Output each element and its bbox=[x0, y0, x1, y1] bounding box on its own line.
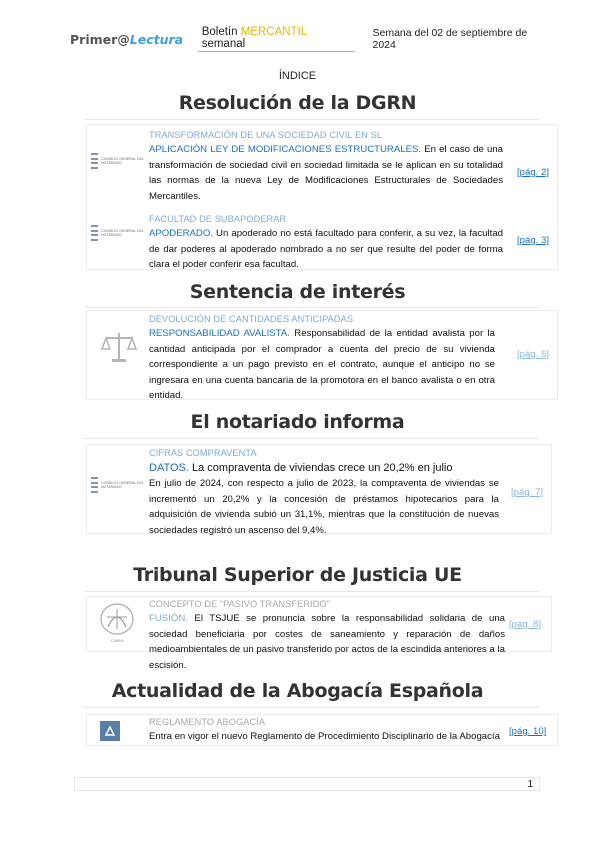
entry-sentencia bbox=[86, 310, 558, 400]
abogacia-mark-icon bbox=[104, 725, 116, 737]
logo-text: CONSEJO GENERAL DEL NOTARIADO bbox=[101, 229, 144, 237]
entry-category: REGLAMENTO ABOGACÍA bbox=[149, 717, 266, 727]
entry-text bbox=[149, 716, 509, 745]
page-link[interactable]: [pág. 10] bbox=[509, 726, 547, 737]
entry-headline: La compraventa de viviendas crece un 20,2% en julio bbox=[188, 462, 453, 474]
bulletin-prefix: Boletín bbox=[201, 26, 241, 38]
section-divider bbox=[84, 707, 539, 708]
entry-notariado bbox=[86, 444, 552, 534]
bulletin-title bbox=[198, 26, 355, 52]
notariado-mark-icon bbox=[91, 477, 98, 493]
bulletin-accent: MERCANTIL bbox=[240, 26, 307, 38]
entry-dgrn bbox=[86, 124, 558, 270]
page-link[interactable]: [pág. 2] bbox=[517, 167, 550, 178]
entry-keyword: FUSIÓN. bbox=[149, 613, 188, 624]
entry-text bbox=[149, 213, 503, 273]
entry-category: TRANSFORMACIÓN DE UNA SOCIEDAD CIVIL EN SL bbox=[149, 130, 383, 140]
entry-keyword: RESPONSABILIDAD AVALISTA. bbox=[149, 328, 290, 339]
abogacia-logo bbox=[100, 721, 120, 741]
page-number: 1 bbox=[527, 779, 533, 790]
entry-tsjue bbox=[86, 596, 552, 671]
logo-text: CURIA bbox=[110, 638, 124, 643]
section-title-sentencia: Sentencia de interés bbox=[189, 281, 406, 303]
week-label: Semana del 02 de septiembre de 2024 bbox=[372, 27, 528, 51]
entry-category: DEVOLUCIÓN DE CANTIDADES ANTICIPADAS bbox=[149, 314, 354, 324]
notariado-logo bbox=[91, 153, 147, 169]
entry-body: En el caso de una transformación de sociedad civil en sociedad limitada se le aplican en su totalidad las normas de la nueva Ley de Modificaciones Estructurales de Sociedades Mercantiles. bbox=[149, 144, 503, 202]
curia-logo bbox=[95, 601, 139, 643]
entry-category: CONCEPTO DE “PASIVO TRANSFERIDO” bbox=[149, 599, 330, 609]
notariado-logo bbox=[91, 477, 147, 493]
entry-category: CIFRAS COMPRAVENTA bbox=[149, 448, 257, 458]
entry-text bbox=[149, 313, 495, 404]
brand-logo bbox=[70, 32, 188, 47]
entry-abogacia bbox=[86, 714, 558, 746]
index-title: ÍNDICE bbox=[278, 70, 317, 82]
page-link[interactable]: [pág. 8] bbox=[509, 619, 542, 630]
section-divider bbox=[84, 307, 539, 308]
section-divider bbox=[84, 119, 539, 120]
section-title-notariado: El notariado informa bbox=[190, 411, 405, 433]
entry-body: En julio de 2024, con respecto a julio de 2023, la compraventa de viviendas se incrementó un 20,2% y la concesión de préstamos hipotecarios para la adquisición de vivienda subió un 31,1%, mientras que la constitución de nuevas sociedades registró un ascenso del 9,4%. bbox=[149, 478, 499, 536]
notariado-mark-icon bbox=[91, 225, 98, 241]
header bbox=[70, 28, 550, 50]
brand-part1: Primer@ bbox=[70, 31, 130, 47]
entry-keyword: DATOS. bbox=[149, 462, 189, 474]
section-divider bbox=[84, 591, 539, 592]
entry-body: Responsabilidad de la entidad avalista por la cantidad anticipada por el comprador a cuenta del precio de su vivienda correspondiente a un pago previsto en el contrato, aunque el anticipo no se ingresara en una cuenta bancaria de la promotora en el banco avalista o en otra entidad. bbox=[149, 328, 496, 401]
footer bbox=[74, 777, 540, 791]
bulletin-suffix: semanal bbox=[201, 38, 246, 50]
page-link[interactable]: [pág. 5] bbox=[517, 349, 550, 360]
entry-keyword: APODERADO. bbox=[149, 228, 213, 239]
entry-text bbox=[149, 447, 499, 538]
curia-emblem-icon bbox=[98, 601, 136, 641]
entry-text bbox=[149, 598, 505, 673]
logo-text: CONSEJO GENERAL DEL NOTARIADO bbox=[101, 481, 144, 489]
page-link[interactable]: [pág. 3] bbox=[517, 235, 550, 246]
entry-keyword: APLICACIÓN LEY DE MODIFICACIONES ESTRUCTURALES. bbox=[149, 144, 422, 155]
entry-body: El TSJUE se pronuncia sobre la responsabilidad solidaria de una sociedad beneficiaria por costes de saneamiento y reparación de daños medioambientales de un pasivo transferido por actos de la escindida anteriores a la escisión. bbox=[149, 613, 505, 671]
notariado-logo bbox=[91, 225, 147, 241]
logo-text: CONSEJO GENERAL DEL NOTARIADO bbox=[101, 157, 144, 165]
section-title-abogacia: Actualidad de la Abogacía Española bbox=[111, 680, 484, 702]
page-link[interactable]: [pág. 7] bbox=[511, 487, 544, 498]
brand-part2: Lectura bbox=[129, 31, 184, 47]
entry-body: Un apoderado no está facultado para conferir, a su vez, la facultad de dar poderes al apoderado nombrado a no ser que resulte del poder de forma clara el poder conferir esa facultad. bbox=[149, 228, 503, 270]
entry-category: FACULTAD DE SUBAPODERAR bbox=[149, 214, 287, 224]
notariado-mark-icon bbox=[91, 153, 98, 169]
section-title-tsjue: Tribunal Superior de Justicia UE bbox=[133, 564, 462, 586]
section-title-dgrn: Resolución de la DGRN bbox=[178, 92, 417, 114]
entry-body: Entra en vigor el nuevo Reglamento de Procedimiento Disciplinario de la Abogacía bbox=[149, 731, 500, 742]
scales-of-justice-icon bbox=[101, 329, 137, 370]
entry-text bbox=[149, 129, 503, 204]
section-divider bbox=[84, 438, 539, 439]
